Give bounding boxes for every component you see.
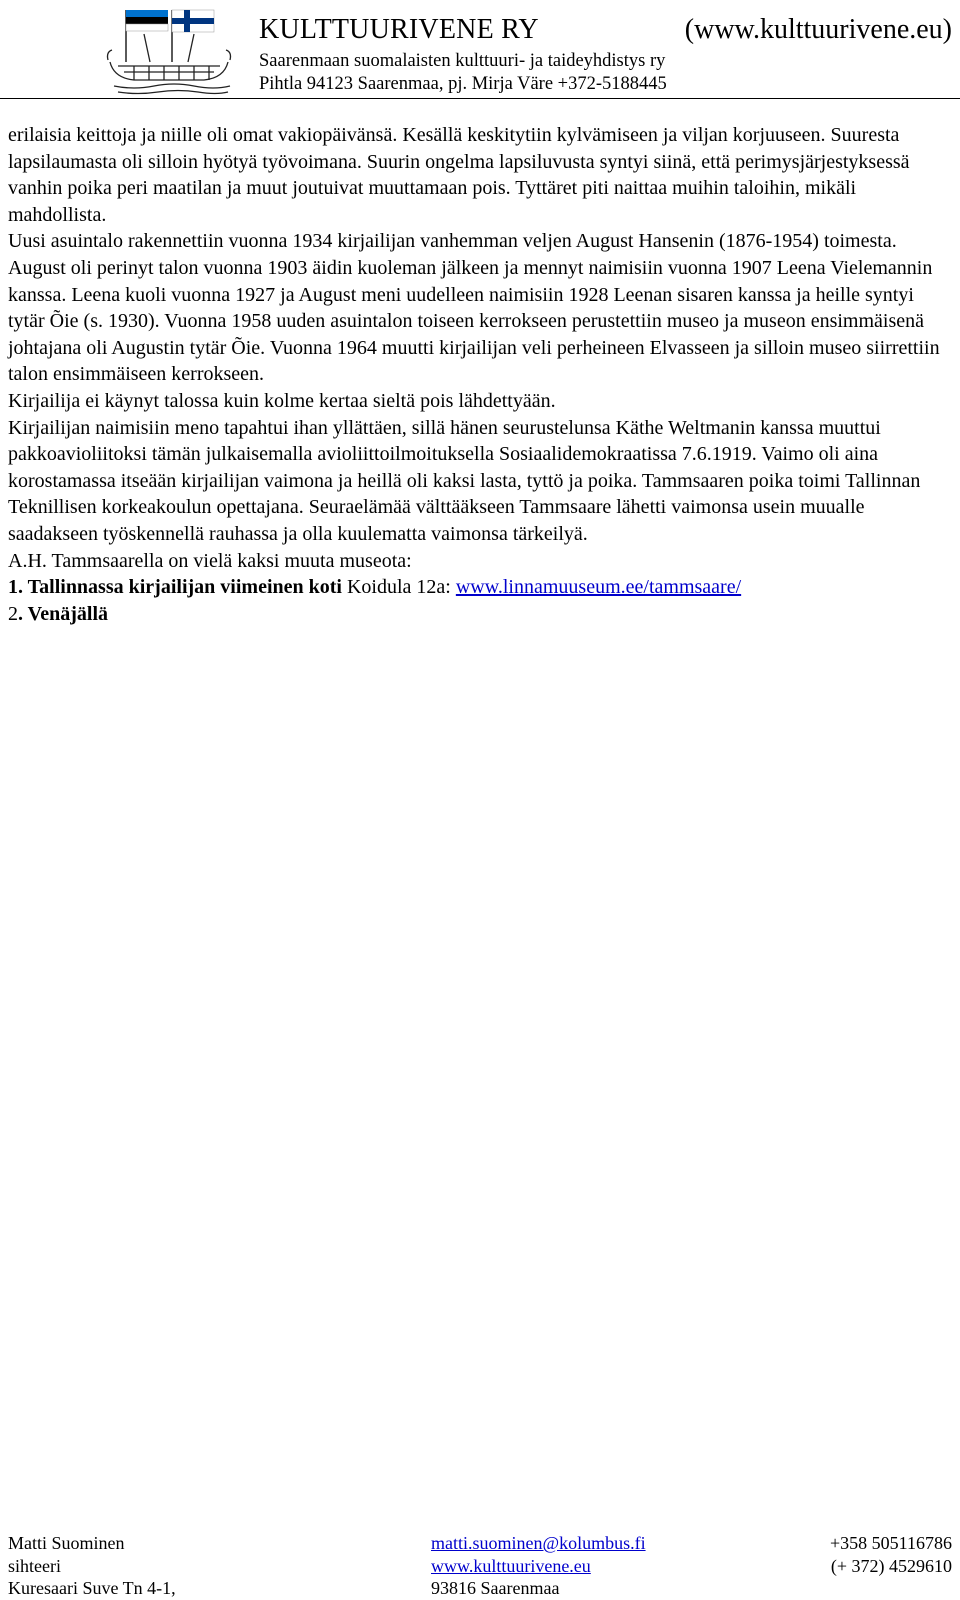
org-name: KULTTUURIVENE RY [259,14,539,45]
footer-phone-2: (+ 372) 4529610 [830,1555,952,1576]
org-subtitle: Saarenmaan suomalaisten kulttuuri- ja taideyhdistys ry [259,51,666,71]
ship-flags-logo [104,4,234,96]
footer-email-link[interactable]: matti.suominen@kolumbus.fi [431,1533,646,1553]
footer-postcode: 93816 Saarenmaa [431,1578,560,1598]
footer [8,1532,952,1600]
museum-2-number: 2 [8,602,18,625]
museum-1-link[interactable]: www.linnamuuseum.ee/tammsaare/ [455,576,742,599]
museum-list-item-1 [8,574,952,601]
org-url: (www.kulttuurivene.eu) [684,14,952,45]
footer-address: Kuresaari Suve Tn 4-1, [8,1578,176,1598]
museum-list-item-2 [8,601,952,628]
header-divider [0,98,960,99]
footer-role: sihteeri [8,1555,61,1576]
paragraph-museums-intro: A.H. Tammsaarella on vielä kaksi muuta museota: [8,549,412,572]
paragraph-farm-life: erilaisia keittoja ja niille oli omat vakiopäivänsä. Kesällä keskitytiin kylvämiseen ja viljan korjuuseen. Suuresta lapsilaumasta oli silloin hyötyä työvoimana. Suurin ongelma lapsiluvusta syntyi siinä, että perimysjärjestyksessä vanhin poika peri maatilan ja muut joutuivat muuttamaan pois. Tyttäret piti naittaa muihin taloihin, mikäli mahdollista. [8,124,910,226]
footer-phone-1: +358 505116786 [830,1533,952,1553]
org-contact: Pihtla 94123 Saarenmaa, pj. Mirja Väre +372-5188445 [259,74,667,94]
museum-2-title: . Venäjällä [18,602,109,625]
footer-name: Matti Suominen [8,1533,125,1553]
paragraph-marriage: Kirjailijan naimisiin meno tapahtui ihan yllättäen, sillä hänen seurustelunsa Käthe Weltmanin kanssa muuttui pakkoavioliitoksi tämän julkaisemalla avioliittoilmoituksella Sosiaalidemokraatissa 7.6.1919. Vaimo oli aina korostamassa itseään kirjailijan vaimona ja heillä oli kaksi lasta, tyttö ja poika. Tammsaaren poika toimi Tallinnan Teknillisen korkeakoulun opettajana. Seuraelämää välttääkseen Tammsaare lähetti vaimonsa usein muualle saadakseen työskennellä rauhassa ja olla kuulematta vaimonsa tärkeilyä. [8,416,921,545]
document-body [8,122,952,627]
estonian-flag-icon [126,10,168,62]
footer-row-1 [8,1532,952,1555]
footer-website-link[interactable]: www.kulttuurivene.eu [431,1555,591,1576]
museum-1-title: 1. Tallinnassa kirjailijan viimeinen koti [8,576,342,599]
museum-1-address: Koidula 12a: [341,576,456,599]
footer-row-2 [8,1555,952,1578]
paragraph-new-house: Uusi asuintalo rakennettiin vuonna 1934 kirjailijan vanhemman veljen August Hansenin (1876-1954) toimesta. August oli perinyt talon vuonna 1903 äidin kuoleman jälkeen ja mennyt naimisiin vuonna 1907 Leena Vielemannin kanssa. Leena kuoli vuonna 1927 ja August meni uudelleen naimisiin 1928 Leenan sisaren kanssa ja heille syntyi tytär Õie (s. 1930). Vuonna 1958 uuden asuintalon toiseen kerrokseen perustettiin museo ja museon ensimmäisenä johtajana oli Augustin tytär Õie. Vuonna 1964 muutti kirjailijan veli perheineen Elvasseen ja silloin museo siirrettiin talon ensimmäiseen kerrokseen. [8,230,940,386]
footer-row-3 [8,1577,952,1600]
letterhead [0,0,960,100]
paragraph-visits: Kirjailija ei käynyt talossa kuin kolme kertaa sieltä pois lähdettyään. [8,389,556,412]
